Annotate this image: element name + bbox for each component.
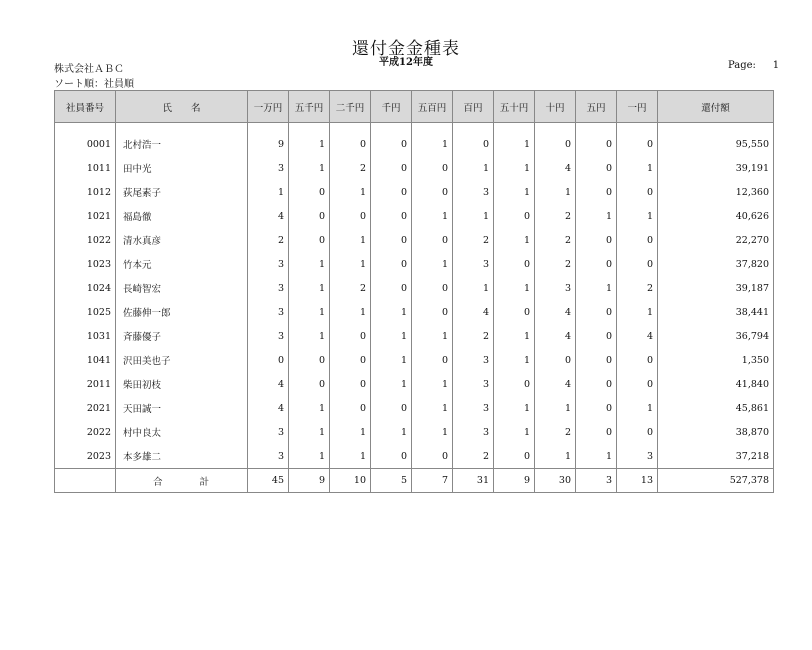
denomination-count-cell: 1 xyxy=(576,444,617,469)
table-row xyxy=(55,123,774,157)
denomination-count-cell: 0 xyxy=(330,372,371,396)
denomination-count-cell: 0 xyxy=(617,420,658,444)
denomination-count-cell: 1 xyxy=(289,156,330,180)
total-blank-cell xyxy=(55,469,116,493)
employee-id-cell: 2022 xyxy=(55,420,116,444)
denomination-count-cell: 4 xyxy=(453,300,494,324)
table-body xyxy=(55,123,774,469)
denomination-count-cell: 3 xyxy=(453,348,494,372)
header-row xyxy=(55,91,774,123)
denomination-count-cell: 0 xyxy=(576,420,617,444)
denomination-count-cell: 1 xyxy=(617,156,658,180)
denomination-count-cell: 2 xyxy=(535,228,576,252)
denomination-count-cell: 1 xyxy=(617,300,658,324)
denomination-count-cell: 3 xyxy=(453,396,494,420)
denomination-count-cell: 0 xyxy=(576,180,617,204)
denomination-count-cell: 1 xyxy=(494,324,535,348)
denomination-count-cell: 1 xyxy=(289,396,330,420)
denomination-count-cell: 0 xyxy=(576,228,617,252)
employee-id-cell: 1041 xyxy=(55,348,116,372)
denomination-count-cell: 2 xyxy=(453,324,494,348)
total-count-cell: 13 xyxy=(617,469,658,493)
employee-name-cell: 沢田美也子 xyxy=(116,348,248,372)
denomination-count-cell: 0 xyxy=(371,123,412,157)
employee-name-cell: 田中光 xyxy=(116,156,248,180)
denomination-count-cell: 2 xyxy=(535,420,576,444)
denomination-count-cell: 1 xyxy=(453,276,494,300)
denomination-count-cell: 0 xyxy=(576,372,617,396)
report-subtitle: 平成12年度 xyxy=(379,57,433,68)
employee-id-cell: 1021 xyxy=(55,204,116,228)
denomination-count-cell: 0 xyxy=(371,444,412,469)
denomination-count-cell: 0 xyxy=(453,123,494,157)
denomination-count-cell: 3 xyxy=(248,276,289,300)
denomination-count-cell: 1 xyxy=(412,372,453,396)
denomination-count-cell: 1 xyxy=(330,420,371,444)
denomination-count-cell: 1 xyxy=(494,348,535,372)
denomination-count-cell: 2 xyxy=(330,276,371,300)
table-row xyxy=(55,396,774,420)
denomination-count-cell: 0 xyxy=(371,228,412,252)
denomination-count-cell: 1 xyxy=(494,396,535,420)
total-label-right: 計 xyxy=(199,476,211,488)
denomination-count-cell: 1 xyxy=(371,300,412,324)
denomination-count-cell: 1 xyxy=(330,300,371,324)
denomination-count-cell: 0 xyxy=(494,252,535,276)
denomination-count-cell: 0 xyxy=(494,372,535,396)
denomination-count-cell: 0 xyxy=(289,180,330,204)
denomination-count-cell: 1 xyxy=(617,204,658,228)
table-row xyxy=(55,420,774,444)
denomination-count-cell: 4 xyxy=(535,324,576,348)
column-header: 十円 xyxy=(535,91,576,123)
column-header: 五円 xyxy=(576,91,617,123)
employee-name-cell: 本多雄二 xyxy=(116,444,248,469)
employee-name-cell: 福島徹 xyxy=(116,204,248,228)
refund-amount-cell: 12,360 xyxy=(658,180,774,204)
report-title: 還付金金種表 xyxy=(352,39,460,59)
denomination-count-cell: 3 xyxy=(248,324,289,348)
denomination-count-cell: 2 xyxy=(248,228,289,252)
denomination-count-cell: 1 xyxy=(535,180,576,204)
column-header: 五十円 xyxy=(494,91,535,123)
denomination-count-cell: 0 xyxy=(330,348,371,372)
employee-id-cell: 1012 xyxy=(55,180,116,204)
employee-id-cell: 1025 xyxy=(55,300,116,324)
denomination-count-cell: 0 xyxy=(330,324,371,348)
denomination-count-cell: 1 xyxy=(535,444,576,469)
denomination-count-cell: 1 xyxy=(371,324,412,348)
denomination-count-cell: 0 xyxy=(371,276,412,300)
column-header: 還付額 xyxy=(658,91,774,123)
denomination-count-cell: 1 xyxy=(289,420,330,444)
column-header: 一円 xyxy=(617,91,658,123)
table-row xyxy=(55,348,774,372)
denomination-count-cell: 3 xyxy=(453,420,494,444)
employee-id-cell: 1022 xyxy=(55,228,116,252)
employee-name-cell: 柴田初枝 xyxy=(116,372,248,396)
employee-id-cell: 0001 xyxy=(55,123,116,157)
table-row xyxy=(55,252,774,276)
denomination-count-cell: 1 xyxy=(453,156,494,180)
employee-name-cell: 北村浩一 xyxy=(116,123,248,157)
employee-name-cell: 天田誠一 xyxy=(116,396,248,420)
total-count-cell: 9 xyxy=(494,469,535,493)
total-count-cell: 7 xyxy=(412,469,453,493)
denomination-count-cell: 0 xyxy=(617,348,658,372)
denomination-count-cell: 0 xyxy=(617,372,658,396)
employee-name-cell: 佐藤伸一郎 xyxy=(116,300,248,324)
employee-name-cell: 村中良太 xyxy=(116,420,248,444)
refund-amount-cell: 1,350 xyxy=(658,348,774,372)
denomination-count-cell: 0 xyxy=(412,180,453,204)
denomination-count-cell: 3 xyxy=(453,372,494,396)
denomination-count-cell: 3 xyxy=(453,180,494,204)
denomination-count-cell: 0 xyxy=(248,348,289,372)
denomination-count-cell: 1 xyxy=(494,276,535,300)
denomination-count-cell: 0 xyxy=(412,156,453,180)
denomination-count-cell: 0 xyxy=(494,300,535,324)
total-count-cell: 9 xyxy=(289,469,330,493)
denomination-count-cell: 0 xyxy=(576,252,617,276)
denomination-count-cell: 2 xyxy=(535,204,576,228)
total-count-cell: 30 xyxy=(535,469,576,493)
denomination-count-cell: 0 xyxy=(289,348,330,372)
denomination-count-cell: 0 xyxy=(576,123,617,157)
denomination-count-cell: 4 xyxy=(248,204,289,228)
denomination-count-cell: 4 xyxy=(535,156,576,180)
denomination-count-cell: 0 xyxy=(371,204,412,228)
denomination-count-cell: 3 xyxy=(248,444,289,469)
denomination-count-cell: 1 xyxy=(289,444,330,469)
denomination-count-cell: 1 xyxy=(330,228,371,252)
denomination-count-cell: 0 xyxy=(576,324,617,348)
denomination-count-cell: 1 xyxy=(330,252,371,276)
sort-order: ソート順：社員順 xyxy=(54,79,134,90)
employee-name-cell: 清水真彦 xyxy=(116,228,248,252)
denomination-count-cell: 3 xyxy=(453,252,494,276)
employee-name-cell: 長崎智宏 xyxy=(116,276,248,300)
denomination-count-cell: 1 xyxy=(576,204,617,228)
column-header: 社員番号 xyxy=(55,91,116,123)
denomination-count-cell: 0 xyxy=(617,252,658,276)
denomination-count-cell: 1 xyxy=(289,252,330,276)
denomination-count-cell: 3 xyxy=(248,252,289,276)
refund-amount-cell: 37,218 xyxy=(658,444,774,469)
page-label: Page: xyxy=(728,60,756,71)
denomination-count-cell: 3 xyxy=(248,156,289,180)
total-count-cell: 45 xyxy=(248,469,289,493)
table-row xyxy=(55,204,774,228)
denomination-count-cell: 1 xyxy=(289,276,330,300)
refund-amount-cell: 40,626 xyxy=(658,204,774,228)
table-row xyxy=(55,300,774,324)
column-header: 五百円 xyxy=(412,91,453,123)
denomination-count-cell: 0 xyxy=(289,228,330,252)
denomination-count-cell: 0 xyxy=(576,300,617,324)
total-count-cell: 31 xyxy=(453,469,494,493)
denomination-count-cell: 1 xyxy=(576,276,617,300)
denomination-count-cell: 1 xyxy=(494,123,535,157)
refund-amount-cell: 45,861 xyxy=(658,396,774,420)
page-number: 1 xyxy=(772,60,780,71)
refund-amount-cell: 22,270 xyxy=(658,228,774,252)
denomination-count-cell: 1 xyxy=(289,123,330,157)
denomination-count-cell: 4 xyxy=(248,396,289,420)
denomination-count-cell: 0 xyxy=(371,156,412,180)
total-count-cell: 5 xyxy=(371,469,412,493)
denomination-count-cell: 0 xyxy=(576,396,617,420)
denomination-count-cell: 4 xyxy=(535,372,576,396)
column-header: 千円 xyxy=(371,91,412,123)
denomination-count-cell: 0 xyxy=(535,123,576,157)
denomination-count-cell: 1 xyxy=(453,204,494,228)
denomination-count-cell: 0 xyxy=(330,204,371,228)
table-row xyxy=(55,324,774,348)
page-indicator xyxy=(728,60,779,71)
denomination-count-cell: 0 xyxy=(412,300,453,324)
denomination-count-cell: 1 xyxy=(371,420,412,444)
denomination-count-cell: 1 xyxy=(412,252,453,276)
denomination-count-cell: 1 xyxy=(412,123,453,157)
denomination-count-cell: 1 xyxy=(248,180,289,204)
denomination-count-cell: 1 xyxy=(412,204,453,228)
total-row xyxy=(55,469,774,493)
denomination-count-cell: 0 xyxy=(535,348,576,372)
denomination-count-cell: 0 xyxy=(576,156,617,180)
employee-id-cell: 1024 xyxy=(55,276,116,300)
column-header: 五千円 xyxy=(289,91,330,123)
denomination-count-cell: 1 xyxy=(371,348,412,372)
denomination-count-cell: 1 xyxy=(330,180,371,204)
refund-amount-cell: 41,840 xyxy=(658,372,774,396)
column-header: 氏 名 xyxy=(116,91,248,123)
refund-amount-cell: 39,187 xyxy=(658,276,774,300)
employee-name-cell: 竹本元 xyxy=(116,252,248,276)
table-row xyxy=(55,444,774,469)
denomination-count-cell: 2 xyxy=(453,228,494,252)
total-label xyxy=(116,469,248,493)
total-label-left: 合 xyxy=(152,476,164,488)
denomination-count-cell: 2 xyxy=(617,276,658,300)
denomination-count-cell: 1 xyxy=(494,156,535,180)
employee-id-cell: 1023 xyxy=(55,252,116,276)
denomination-count-cell: 1 xyxy=(412,324,453,348)
denomination-count-cell: 0 xyxy=(412,348,453,372)
employee-name-cell: 荻尾素子 xyxy=(116,180,248,204)
denomination-count-cell: 3 xyxy=(248,300,289,324)
table-row xyxy=(55,228,774,252)
employee-id-cell: 2011 xyxy=(55,372,116,396)
refund-amount-cell: 95,550 xyxy=(658,123,774,157)
denomination-count-cell: 0 xyxy=(330,396,371,420)
refund-amount-cell: 37,820 xyxy=(658,252,774,276)
denomination-count-cell: 0 xyxy=(289,204,330,228)
denomination-count-cell: 0 xyxy=(289,372,330,396)
denomination-count-cell: 1 xyxy=(412,420,453,444)
denomination-count-cell: 0 xyxy=(412,276,453,300)
denomination-count-cell: 0 xyxy=(371,396,412,420)
denomination-count-cell: 1 xyxy=(494,180,535,204)
denomination-count-cell: 2 xyxy=(453,444,494,469)
denomination-count-cell: 0 xyxy=(576,348,617,372)
denomination-count-cell: 1 xyxy=(412,396,453,420)
denomination-count-cell: 0 xyxy=(412,228,453,252)
denomination-count-cell: 0 xyxy=(617,228,658,252)
denomination-count-cell: 0 xyxy=(617,180,658,204)
denomination-count-cell: 1 xyxy=(535,396,576,420)
column-header: 二千円 xyxy=(330,91,371,123)
table-row xyxy=(55,276,774,300)
denomination-count-cell: 0 xyxy=(617,123,658,157)
denomination-count-cell: 0 xyxy=(494,204,535,228)
denomination-count-cell: 1 xyxy=(494,420,535,444)
denomination-count-cell: 1 xyxy=(289,324,330,348)
column-header: 一万円 xyxy=(248,91,289,123)
denomination-count-cell: 3 xyxy=(248,420,289,444)
refund-amount-cell: 36,794 xyxy=(658,324,774,348)
denomination-count-cell: 1 xyxy=(494,228,535,252)
total-count-cell: 3 xyxy=(576,469,617,493)
employee-name-cell: 斉藤優子 xyxy=(116,324,248,348)
refund-amount-cell: 39,191 xyxy=(658,156,774,180)
table-row xyxy=(55,180,774,204)
denomination-count-cell: 1 xyxy=(371,372,412,396)
denomination-count-cell: 4 xyxy=(617,324,658,348)
denomination-count-cell: 4 xyxy=(248,372,289,396)
employee-id-cell: 1031 xyxy=(55,324,116,348)
denomination-count-cell: 1 xyxy=(289,300,330,324)
total-count-cell: 10 xyxy=(330,469,371,493)
denomination-count-cell: 1 xyxy=(330,444,371,469)
company-name: 株式会社ＡＢＣ xyxy=(54,64,124,75)
column-header: 百円 xyxy=(453,91,494,123)
denomination-count-cell: 2 xyxy=(330,156,371,180)
denomination-count-cell: 3 xyxy=(535,276,576,300)
denomination-count-cell: 0 xyxy=(412,444,453,469)
employee-id-cell: 2023 xyxy=(55,444,116,469)
denomination-count-cell: 0 xyxy=(494,444,535,469)
denomination-count-cell: 1 xyxy=(617,396,658,420)
employee-id-cell: 1011 xyxy=(55,156,116,180)
denomination-count-cell: 9 xyxy=(248,123,289,157)
employee-id-cell: 2021 xyxy=(55,396,116,420)
denomination-count-cell: 3 xyxy=(617,444,658,469)
table-row xyxy=(55,372,774,396)
denomination-count-cell: 0 xyxy=(371,180,412,204)
denomination-count-cell: 0 xyxy=(330,123,371,157)
table-row xyxy=(55,156,774,180)
refund-denomination-table xyxy=(54,90,774,493)
refund-amount-cell: 38,441 xyxy=(658,300,774,324)
total-refund-cell: 527,378 xyxy=(658,469,774,493)
denomination-count-cell: 0 xyxy=(371,252,412,276)
denomination-count-cell: 2 xyxy=(535,252,576,276)
denomination-count-cell: 4 xyxy=(535,300,576,324)
refund-amount-cell: 38,870 xyxy=(658,420,774,444)
